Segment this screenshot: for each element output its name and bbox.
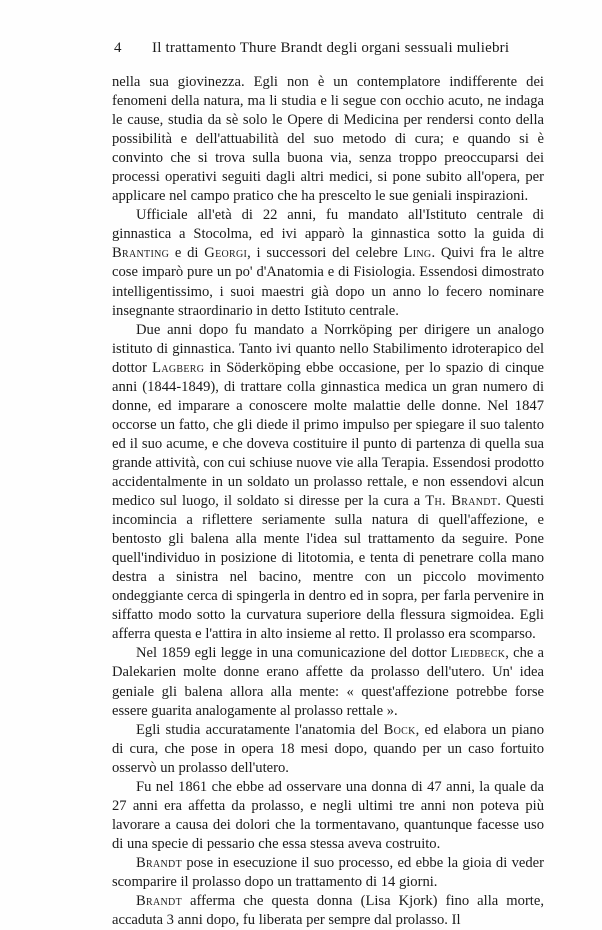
text-run: Due anni dopo fu mandato a Norrköping per dirigere un analogo istituto di ginnastica. Tanto ivi quanto nello Stabilimento idroterapico del dottor [112, 321, 544, 376]
paragraph [112, 73, 544, 206]
body-text [112, 73, 544, 930]
paragraph [112, 321, 544, 645]
text-run: Ufficiale all'età di 22 anni, fu mandato all'Istituto centrale di ginnastica a Stocolma, ed ivi apparò la ginnastica sotto la guida di [112, 207, 544, 243]
name-smallcaps: Branting [112, 245, 170, 262]
paragraph [112, 721, 544, 778]
paragraph [112, 206, 544, 320]
text-run: nella sua giovinezza. Egli non è un contemplatore indifferente dei fenomeni della natura, ma li studia e li segue con occhio acuto, ne indaga le cause, studia da sè solo le Opere di Medicina per rendersi conto della possibilità e dell'attuabilità del suo metodo di cura; e quando si è convinto che si trova sulla buona via, senza troppo preoccuparsi dei processi operativi seguiti dagli altri medici, si pone subito all'opera, per applicare nel campo pratico che ha prescelto le sue geniali inspirazioni. [112, 74, 544, 205]
name-smallcaps: Lagberg [152, 359, 205, 376]
text-run: , i successori del celebre [247, 245, 404, 262]
running-title: Il trattamento Thure Brandt degli organi sessuali muliebri [152, 40, 510, 56]
name-smallcaps: Brandt [136, 893, 182, 910]
text-run: afferma che questa donna (Lisa Kjork) fino alla morte, accaduta 3 anni dopo, fu liberata per sempre dal prolasso. Il [112, 893, 544, 929]
text-run: pose in esecuzione il suo processo, ed ebbe la gioia di veder scomparire il prolasso dopo un trattamento di 14 giorni. [112, 854, 544, 890]
running-header [112, 40, 544, 62]
text-run: . Quivi fra le altre cose imparò pure un po' d'Anatomia e di Fisiologia. Essendosi dimostrato intelligentissimo, i suoi maestri già dopo un anno lo fecero nominare insegnante straordinario in detto Istituto centrale. [112, 245, 544, 319]
page-number: 4 [114, 40, 122, 56]
paragraph [112, 644, 544, 720]
text-run: Egli studia accuratamente l'anatomia del [136, 721, 384, 738]
text-run: . Questi incomincia a riflettere seriamente sulla natura di quell'affezione, e bentosto gli balena alla mente l'idea sul trattamento da seguire. Pone quell'individuo in posizione di litotomia, e tenta di penetrare colla mano destra a sinistra nel bacino, mentre con un piccolo movimento ondeggiante cerca di spingerla in dentro ed in sopra, per farla pervenire in siffatto modo sotto la curvatura superiore della flessura sigmoidea. Egli afferra questa e l'attira in alto insieme al retto. Il prolasso era scomparso. [112, 493, 544, 643]
paragraph [112, 854, 544, 892]
name-smallcaps: Brandt [136, 854, 182, 871]
text-run: Fu nel 1861 che ebbe ad osservare una donna di 47 anni, la quale da 27 anni era affetta da prolasso, e negli ultimi tre anni non poteva più lavorare a causa dei dolori che la tormentavano, quantunque facesse uso di una specie di pessario che essa stessa aveva costruito. [112, 778, 544, 852]
text-run: , che a Dalekarien molte donne erano affette da prolasso dell'utero. Un' idea geniale gli balena allora alla mente: « quest'affezione potrebbe forse essere guarita analogamente al prolasso rettale ». [112, 645, 544, 719]
paragraph [112, 892, 544, 930]
text-run: e di [169, 245, 205, 262]
text-run: in Söderköping ebbe occasione, per lo spazio di cinque anni (1844-1849), di trattare colla ginnastica medica un gran numero di donne, ed imparare a conoscere molte malattie delle donne. Nel 1847 occorse un fatto, che gli diede il primo impulso per spiegare il suo talento ed il suo acume, e che doveva costituire il punto di partenza di quella sua grande attività, con cui schiuse nuove vie alla Terapia. Essendosi prodotto accidentalmente in un soldato un prolasso rettale, e non essendovi alcun medico sul luogo, il soldato si diresse per la cura a [112, 359, 544, 510]
name-smallcaps: Georgi [204, 245, 248, 262]
name-smallcaps: Bock [383, 721, 416, 738]
name-smallcaps: Liedbeck [450, 645, 506, 662]
name-smallcaps: Th. Brandt [425, 493, 498, 510]
text-run: , ed elabora un piano di cura, che pose in opera 18 mesi dopo, quando per un caso fortuito osservò un prolasso dell'utero. [112, 721, 544, 776]
name-smallcaps: Ling [403, 245, 432, 262]
text-run: Nel 1859 egli legge in una comunicazione del dottor [136, 645, 451, 662]
paragraph [112, 778, 544, 854]
